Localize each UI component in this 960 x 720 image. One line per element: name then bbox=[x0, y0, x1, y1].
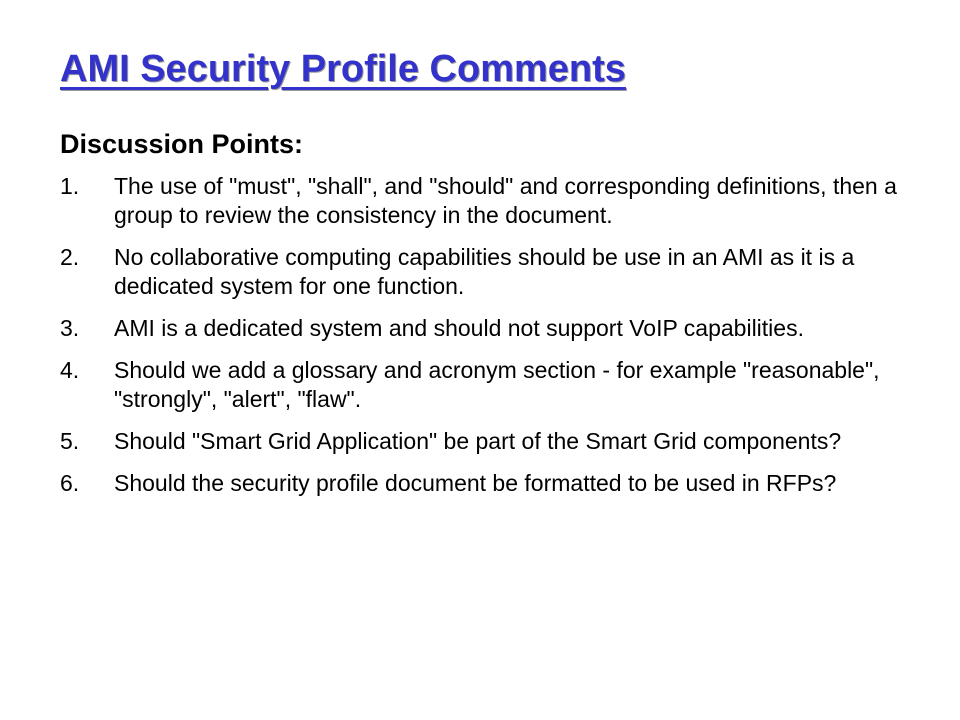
point-text: The use of "must", "shall", and "should" and corresponding definitions, then a group to review the consistency in the document. bbox=[114, 173, 897, 228]
point-number: 4. bbox=[60, 357, 80, 383]
point-number: 6. bbox=[60, 470, 80, 496]
discussion-points-list bbox=[60, 172, 920, 511]
point-number: 3. bbox=[60, 315, 80, 341]
discussion-point-4 bbox=[60, 356, 920, 414]
point-text: Should we add a glossary and acronym section - for example "reasonable", "strongly", "alert", "flaw". bbox=[114, 357, 880, 412]
discussion-points-heading: Discussion Points: bbox=[60, 129, 304, 159]
discussion-point-3 bbox=[60, 314, 920, 343]
point-text: Should "Smart Grid Application" be part of the Smart Grid components? bbox=[114, 428, 842, 454]
slide-title: AMI Security Profile Comments bbox=[60, 48, 626, 90]
point-number: 2. bbox=[60, 244, 80, 270]
point-text: AMI is a dedicated system and should not support VoIP capabilities. bbox=[114, 315, 804, 341]
point-text: Should the security profile document be formatted to be used in RFPs? bbox=[114, 470, 837, 496]
discussion-point-5 bbox=[60, 427, 920, 456]
discussion-point-1 bbox=[60, 172, 920, 230]
discussion-point-6 bbox=[60, 469, 920, 498]
point-text: No collaborative computing capabilities should be use in an AMI as it is a dedicated system for one function. bbox=[114, 244, 855, 299]
point-number: 5. bbox=[60, 428, 80, 454]
discussion-point-2 bbox=[60, 243, 920, 301]
point-number: 1. bbox=[60, 173, 80, 199]
